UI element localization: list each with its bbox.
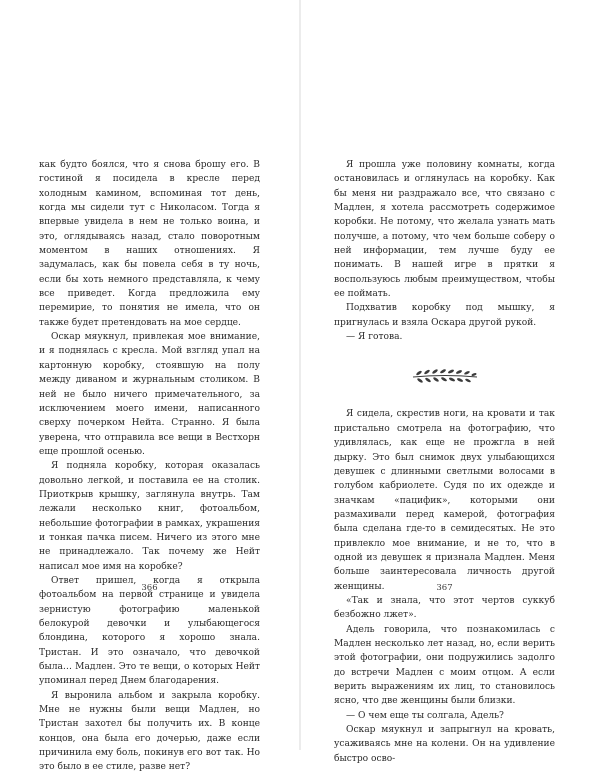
paragraph: Ответ пришел, когда я открыла фотоальбом на первой странице и увидела зернистую фотографию маленькой белокурой девочки и улыбающегося блондина, которого я хорошо знала. Тристан. И это означало, что девочкой была… Мадлен. Это те вещи, о которых Нейт упоминал перед Днем благодарения.: [39, 575, 260, 687]
paragraph: — О чем еще ты солгала, Адель?: [346, 710, 504, 721]
left-page: [39, 158, 260, 775]
paragraph: «Так и знала, что этот чертов суккуб безбожно лжет».: [334, 595, 555, 621]
paragraph: Я прошла уже половину комнаты, когда остановилась и оглянулась на коробку. Как бы меня ни раздражало все, что связано с Мадлен, я хотела рассмотреть содержимое коробки. Не потому, что желала узнать мать получше, а потому, что чем больше соберу о ней информации, тем лучше буду ее понимать. В нашей игре в прятки я воспользуюсь любым преимуществом, чтобы ее поймать.: [334, 160, 555, 300]
paragraph: как будто боялся, что я снова брошу его. В гостиной я посидела в кресле перед холодным камином, вспоминая тот день, когда мы сидели тут с Николасом. Тогда я впервые увидела в нем не только воина, и это, оглядываясь назад, стало поворотным моментом в наших отношениях. Я задумалась, как бы повела себя в ту ночь, если бы хоть немного представляла, к чему все приведет. Когда предложила ему перемирие, то понятия не имела, что он также будет претендовать на мое сердце.: [39, 160, 260, 328]
paragraph: Оскар мяукнул и запрыгнул на кровать, усаживаясь мне на колени. Он на удивление быстро осво-: [334, 725, 555, 764]
paragraph: Я выронила альбом и закрыла коробку. Мне не нужны были вещи Мадлен, но Тристан захотел бы получить их. В конце концов, она была его дочерью, даже если причинила ему боль, покинув его вот так. Но это было в ее стиле, разве нет?: [39, 690, 260, 773]
laurel-branch-ornament-icon: [334, 364, 555, 388]
paragraph: Адель говорила, что познакомилась с Мадлен несколько лет назад, но, если верить этой фотографии, они подружились задолго до встречи Мадлен с моим отцом. А если верить выражениям их лиц, то становилось ясно, что две женщины были близки.: [334, 624, 555, 707]
right-page-number: 367: [436, 583, 453, 593]
left-page-text: [39, 158, 260, 775]
right-page-text-before: [334, 158, 555, 344]
left-page-number: 366: [141, 583, 158, 593]
right-page: [334, 158, 555, 766]
paragraph: — Я готова.: [346, 332, 403, 343]
paragraph: Я сидела, скрестив ноги, на кровати и так пристально смотрела на фотографию, что удивлялась, как еще не прожгла в ней дырку. Это был снимок двух улыбающихся девушек с длинными светлыми волосами в голубом кабриолете. Судя по их одежде и значкам «пацифик», которыми они размахивали перед камерой, фотография была сделана где-то в семидесятых. Не это привлекло мое внимание, и не то, что в одной из девушек я признала Мадлен. Меня больше заинтересовала личность другой женщины.: [334, 409, 555, 592]
paragraph: Подхватив коробку под мышку, я пригнулась и взяла Оскара другой рукой.: [334, 303, 555, 328]
laurel-branch-icon: [410, 365, 480, 387]
paragraph: Я подняла коробку, которая оказалась довольно легкой, и поставила ее на столик. Приоткрыв крышку, заглянула внутрь. Там лежали несколько книг, фотоальбом, небольшие фотографии в рамках, украшения и тонкая пачка писем. Ничего из этого мне не принадлежало. Так почему же Нейт написал мое имя на коробке?: [39, 461, 260, 572]
page-gutter: [299, 0, 301, 750]
paragraph: Оскар мяукнул, привлекая мое внимание, и я поднялась с кресла. Мой взгляд упал на картонную коробку, стоявшую на полу между диваном и журнальным столиком. В ней не было ничего примечательного, за исключением моего имени, написанного сверху почерком Нейта. Странно. Я была уверена, что отправила все вещи в Вестхорн еще прошлой осенью.: [39, 332, 260, 457]
